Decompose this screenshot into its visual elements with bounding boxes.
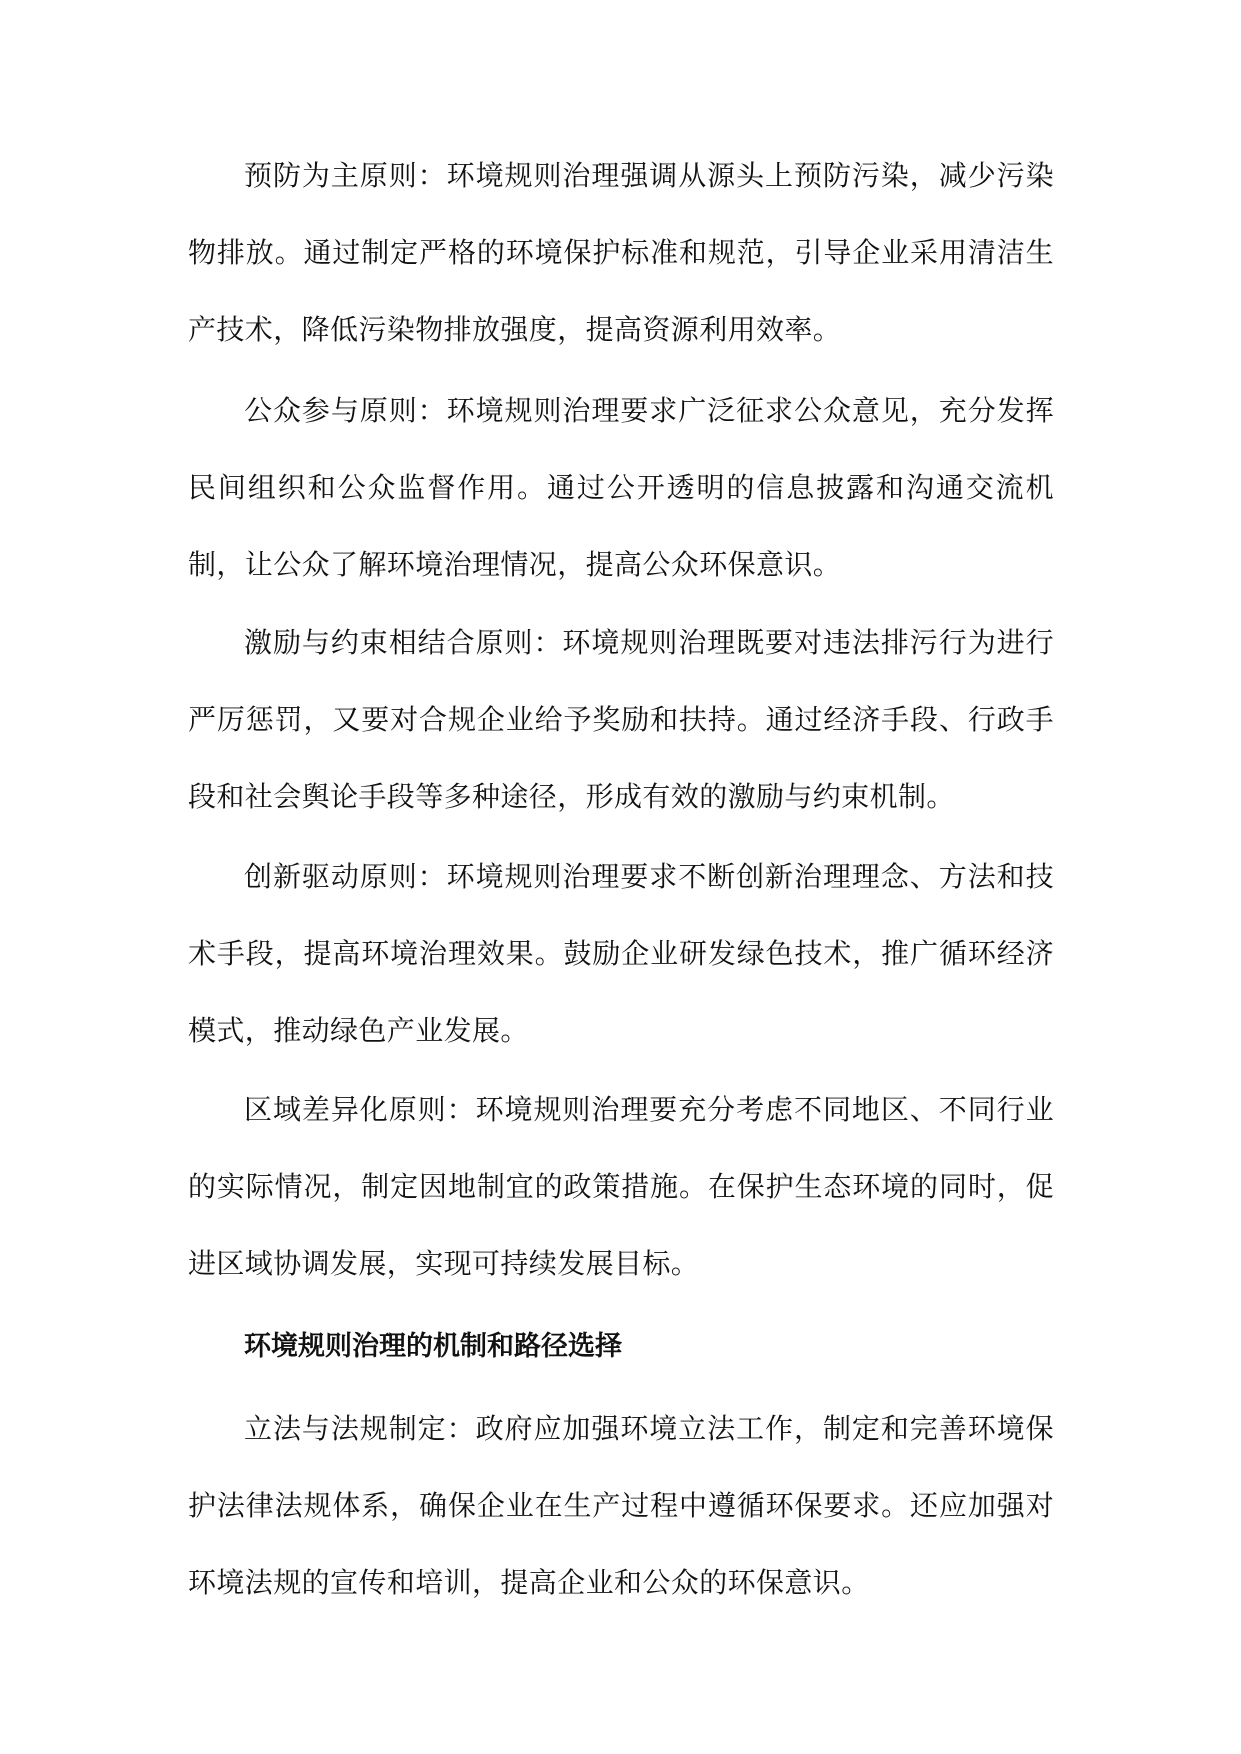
- section-heading: 环境规则治理的机制和路径选择: [244, 1331, 622, 1362]
- paragraph-legislation: 立法与法规制定：政府应加强环境立法工作，制定和完善环境保护法律法规体系，确保企业在生产过程中遵循环保要求。还应加强对环境法规的宣传和培训，提高企业和公众的环保意识。: [188, 1412, 1054, 1599]
- paragraph-innovation-principle: 创新驱动原则：环境规则治理要求不断创新治理理念、方法和技术手段，提高环境治理效果。鼓励企业研发绿色技术，推广循环经济模式，推动绿色产业发展。: [188, 860, 1054, 1047]
- paragraph-incentive-constraint-principle: 激励与约束相结合原则：环境规则治理既要对违法排污行为进行严厉惩罚，又要对合规企业给予奖励和扶持。通过经济手段、行政手段和社会舆论手段等多种途径，形成有效的激励与约束机制。: [188, 626, 1054, 813]
- paragraph-regional-differentiation-principle: 区域差异化原则：环境规则治理要充分考虑不同地区、不同行业的实际情况，制定因地制宜的政策措施。在保护生态环境的同时，促进区域协调发展，实现可持续发展目标。: [188, 1093, 1054, 1280]
- paragraph-prevention-principle: 预防为主原则：环境规则治理强调从源头上预防污染，减少污染物排放。通过制定严格的环境保护标准和规范，引导企业采用清洁生产技术，降低污染物排放强度，提高资源利用效率。: [188, 159, 1054, 346]
- paragraph-public-participation-principle: 公众参与原则：环境规则治理要求广泛征求公众意见，充分发挥民间组织和公众监督作用。通过公开透明的信息披露和沟通交流机制，让公众了解环境治理情况，提高公众环保意识。: [188, 394, 1054, 581]
